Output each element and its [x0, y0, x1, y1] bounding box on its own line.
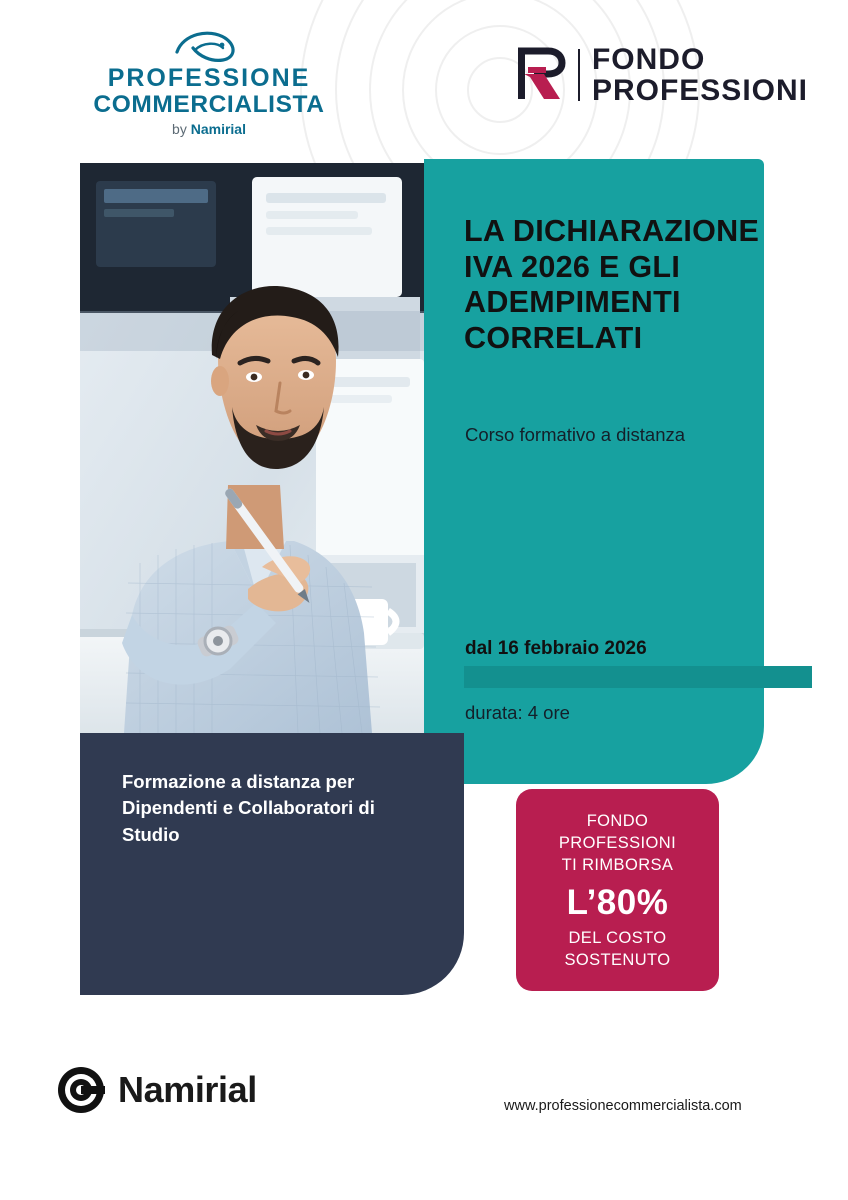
refund-line2: PROFESSIONI [558, 833, 677, 852]
pc-logo-byline [84, 121, 334, 137]
namirial-logo [56, 1065, 257, 1115]
fondo-professioni-logo [514, 44, 808, 106]
refund-line1: FONDO [586, 812, 649, 830]
professione-commercialista-logo [84, 30, 334, 137]
namirial-mark-icon [56, 1065, 106, 1115]
fp-logo-line2: PROFESSIONI [591, 74, 808, 108]
audience-box [80, 733, 464, 995]
fp-logo-text [592, 44, 808, 106]
refund-line5: SOSTENUTO [564, 950, 671, 969]
fp-logo-line1: FONDO [591, 43, 706, 76]
swoosh-icon [173, 30, 245, 64]
pc-byline-pre: by [172, 121, 191, 138]
course-photo [80, 163, 424, 733]
pc-logo-line1: PROFESSIONE [107, 64, 311, 92]
teal-accent-bar [464, 666, 812, 688]
fondo-professioni-mark-icon [514, 47, 566, 103]
refund-line3: TI RIMBORSA [561, 855, 674, 874]
refund-line4: DEL COSTO [568, 928, 667, 947]
pc-logo-line2: COMMERCIALISTA [93, 90, 325, 118]
audience-text: Formazione a distanza per Dipendenti e Collaboratori di Studio [122, 771, 375, 845]
photo-illustration [80, 163, 424, 733]
refund-badge [516, 789, 719, 991]
course-title: LA DICHIARAZIONE IVA 2026 E GLI ADEMPIMENTI CORRELATI [464, 214, 760, 356]
course-duration: durata: 4 ore [465, 702, 570, 723]
namirial-wordmark: Namirial [118, 1069, 257, 1110]
pc-byline-brand: Namirial [190, 121, 246, 138]
course-start-date: dal 16 febbraio 2026 [465, 638, 647, 659]
refund-percent: L’80% [566, 882, 669, 922]
course-subtitle: Corso formativo a distanza [465, 424, 686, 445]
website-url: www.professionecommercialista.com [504, 1098, 742, 1114]
logo-divider [578, 49, 580, 101]
